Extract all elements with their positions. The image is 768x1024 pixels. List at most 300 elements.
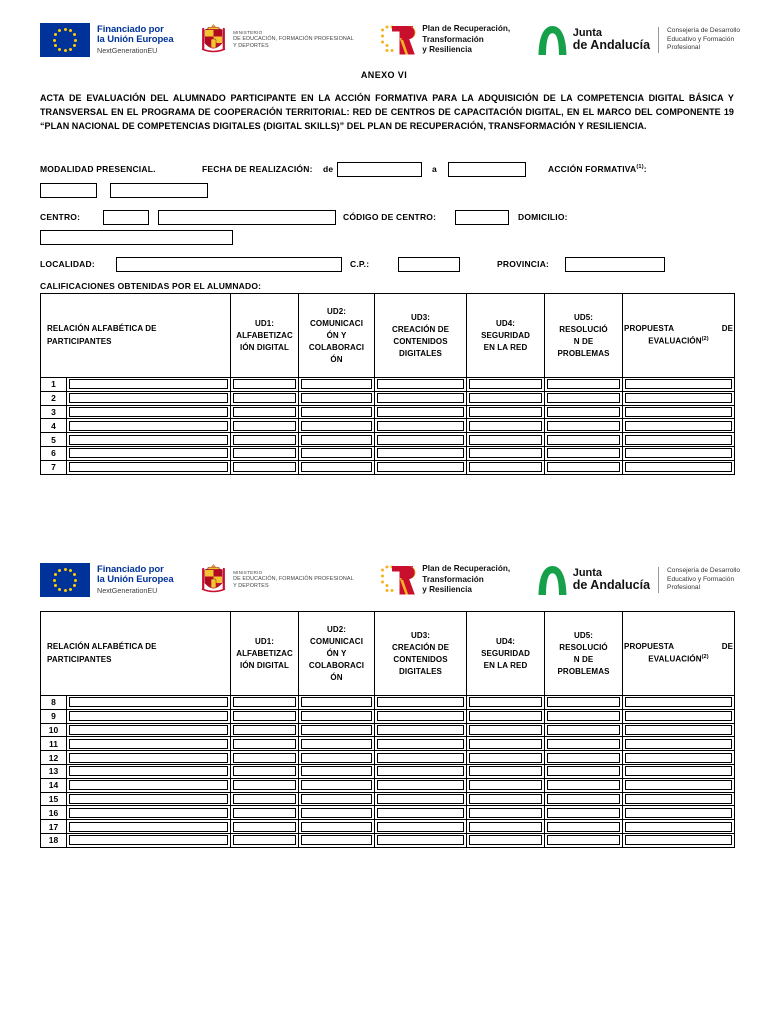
consejeria-text-2 (658, 567, 740, 594)
ud4-grade-input[interactable] (469, 421, 542, 431)
propuesta-evaluacion-input[interactable] (625, 794, 732, 804)
ud3-grade-input[interactable] (377, 794, 464, 804)
col-header-participantes-2 (41, 612, 231, 696)
ud1-grade-input[interactable] (233, 766, 296, 776)
ud5-grade-cell (545, 778, 623, 792)
ud4-grade-input[interactable] (469, 462, 542, 472)
table-row (41, 405, 735, 419)
ud2-grade-input[interactable] (301, 725, 372, 735)
ud2-grade-cell (299, 723, 375, 737)
table-row (41, 737, 735, 751)
grades-table-part1 (40, 293, 735, 475)
ud3-grade-input[interactable] (377, 711, 464, 721)
ud5-grade-cell (545, 378, 623, 392)
ud4-grade-input[interactable] (469, 808, 542, 818)
participant-name-input[interactable] (69, 711, 228, 721)
col-header-ud2-l3: ÓN Y (326, 330, 347, 340)
table-row (41, 778, 735, 792)
ud5-grade-input[interactable] (547, 407, 620, 417)
ud1-grade-cell (231, 446, 299, 460)
ud2-grade-input[interactable] (301, 780, 372, 790)
ud3-grade-input[interactable] (377, 822, 464, 832)
plan-recuperacion-logo-2 (380, 564, 510, 597)
ud3-grade-input[interactable] (377, 780, 464, 790)
row-number-cell: 17 (41, 820, 67, 834)
propuesta-evaluacion-input[interactable] (625, 822, 732, 832)
ud1-grade-cell (231, 460, 299, 474)
ud4-grade-input[interactable] (469, 725, 542, 735)
ud5-grade-input[interactable] (547, 794, 620, 804)
participant-name-input[interactable] (69, 407, 228, 417)
participant-name-input[interactable] (69, 835, 228, 845)
table-row (41, 723, 735, 737)
ud5-grade-input[interactable] (547, 462, 620, 472)
col-header-ud2-2-l5: ÓN (330, 672, 343, 682)
ud1-grade-input[interactable] (233, 379, 296, 389)
ud1-grade-cell (231, 723, 299, 737)
ud4-grade-cell (467, 833, 545, 847)
ud4-grade-input[interactable] (469, 448, 542, 458)
ud5-grade-input[interactable] (547, 379, 620, 389)
ud3-grade-input[interactable] (377, 448, 464, 458)
ud5-grade-cell (545, 391, 623, 405)
ud5-grade-input[interactable] (547, 725, 620, 735)
plan-line2: Transformación (422, 34, 484, 44)
row-number-cell: 4 (41, 419, 67, 433)
table-row (41, 792, 735, 806)
fecha-de-label: de (323, 164, 334, 174)
grades-header-row (41, 294, 735, 378)
propuesta-evaluacion-cell (623, 405, 735, 419)
ud3-grade-input[interactable] (377, 421, 464, 431)
eu-star-icon (54, 33, 57, 36)
plan-2-line2: Transformación (422, 574, 484, 584)
ud1-grade-input[interactable] (233, 711, 296, 721)
fecha-hasta-input[interactable] (448, 162, 526, 177)
participant-name-cell (67, 737, 231, 751)
modalidad-box-b-input[interactable] (110, 183, 208, 198)
ud4-grade-cell (467, 419, 545, 433)
ud3-grade-input[interactable] (377, 379, 464, 389)
col-header-ud5-2 (545, 612, 623, 696)
table-row (41, 764, 735, 778)
centro-label: CENTRO: (40, 212, 81, 222)
propuesta-evaluacion-input[interactable] (625, 835, 732, 845)
eu-logo-line2: la Unión Europea (97, 34, 174, 46)
ud4-grade-input[interactable] (469, 393, 542, 403)
ud3-grade-input[interactable] (377, 697, 464, 707)
eu-funding-logo (40, 23, 174, 57)
ud2-grade-input[interactable] (301, 697, 372, 707)
ud5-grade-input[interactable] (547, 448, 620, 458)
ud5-grade-input[interactable] (547, 766, 620, 776)
eu-logo-line1: Financiado por (97, 23, 164, 35)
ud5-grade-cell (545, 806, 623, 820)
propuesta-evaluacion-cell (623, 696, 735, 710)
propuesta-footnote-marker: (2) (701, 336, 709, 343)
col-header-ud5-l1: UD5: (573, 312, 594, 322)
ud4-grade-cell (467, 460, 545, 474)
propuesta-evaluacion-input[interactable] (625, 725, 732, 735)
ud2-grade-input[interactable] (301, 407, 372, 417)
ud1-grade-input[interactable] (233, 448, 296, 458)
ud1-grade-input[interactable] (233, 393, 296, 403)
ud1-grade-cell (231, 820, 299, 834)
ud2-grade-input[interactable] (301, 393, 372, 403)
ud4-grade-input[interactable] (469, 379, 542, 389)
domicilio-label: DOMICILIO: (518, 212, 568, 222)
col-header-ud2-l2: COMUNICACI (310, 318, 364, 328)
codigo-centro-input[interactable] (455, 210, 509, 225)
ud2-grade-input[interactable] (301, 462, 372, 472)
ud4-grade-input[interactable] (469, 435, 542, 445)
propuesta-footnote-marker-2: (2) (701, 654, 709, 661)
eu-star-icon (73, 33, 76, 36)
ud3-grade-input[interactable] (377, 739, 464, 749)
ud1-grade-cell (231, 405, 299, 419)
ud2-grade-input[interactable] (301, 448, 372, 458)
ud4-grade-input[interactable] (469, 780, 542, 790)
ud3-grade-input[interactable] (377, 435, 464, 445)
participant-name-input[interactable] (69, 780, 228, 790)
junta-arch-icon-2 (537, 565, 568, 596)
ud3-grade-cell (375, 696, 467, 710)
col-header-participantes-l2: PARTICIPANTES (47, 336, 112, 346)
ud4-grade-input[interactable] (469, 794, 542, 804)
ud4-grade-input[interactable] (469, 753, 542, 763)
form-row-modalidad (40, 162, 740, 181)
accion-formativa-colon: : (643, 164, 647, 174)
ud2-grade-cell (299, 778, 375, 792)
ud3-grade-cell (375, 378, 467, 392)
ud5-grade-input[interactable] (547, 421, 620, 431)
ud4-grade-cell (467, 806, 545, 820)
ud3-grade-input[interactable] (377, 393, 464, 403)
participant-name-input[interactable] (69, 725, 228, 735)
participant-name-input[interactable] (69, 379, 228, 389)
participant-name-input[interactable] (69, 421, 228, 431)
ud3-grade-cell (375, 391, 467, 405)
ud3-grade-cell (375, 709, 467, 723)
ud2-grade-input[interactable] (301, 808, 372, 818)
logo-band-top (40, 18, 740, 62)
ud5-grade-cell (545, 792, 623, 806)
localidad-input[interactable] (116, 257, 342, 272)
ud2-grade-cell (299, 433, 375, 447)
col-header-propuesta-2-l2-text: EVALUACIÓN (648, 654, 702, 664)
plan-2-line1: Plan de Recuperación, (422, 564, 511, 574)
ud1-grade-input[interactable] (233, 780, 296, 790)
eu-flag-icon-2 (40, 563, 90, 597)
ud5-grade-input[interactable] (547, 739, 620, 749)
participant-name-input[interactable] (69, 822, 228, 832)
ud2-grade-input[interactable] (301, 766, 372, 776)
form-row-domicilio (40, 229, 740, 249)
col-header-propuesta-l2-text: EVALUACIÓN (648, 336, 702, 346)
ud2-grade-input[interactable] (301, 794, 372, 804)
col-header-ud2 (299, 294, 375, 378)
ud5-grade-cell (545, 446, 623, 460)
grades-section-label: CALIFICACIONES OBTENIDAS POR EL ALUMNADO: (40, 281, 262, 291)
ud5-grade-input[interactable] (547, 711, 620, 721)
ud5-grade-input[interactable] (547, 435, 620, 445)
row-number-cell: 12 (41, 751, 67, 765)
eu-star-icon (69, 29, 72, 32)
fecha-desde-input[interactable] (337, 162, 422, 177)
ud2-grade-cell (299, 764, 375, 778)
propuesta-evaluacion-cell (623, 433, 735, 447)
ud1-grade-cell (231, 764, 299, 778)
propuesta-evaluacion-cell (623, 723, 735, 737)
ud1-grade-input[interactable] (233, 462, 296, 472)
junta-arch-icon (537, 25, 568, 56)
propuesta-evaluacion-cell (623, 764, 735, 778)
ud1-grade-input[interactable] (233, 753, 296, 763)
ud4-grade-input[interactable] (469, 766, 542, 776)
ministerio-logo (200, 23, 354, 57)
col-header-ud5-l4: PROBLEMAS (557, 348, 610, 358)
col-header-ud1-2-l2: ALFABETIZAC (236, 648, 293, 658)
ud3-grade-cell (375, 433, 467, 447)
col-header-ud2-2-l1: UD2: (326, 624, 347, 634)
row-number-cell: 7 (41, 460, 67, 474)
row-number-cell: 15 (41, 792, 67, 806)
ud2-grade-input[interactable] (301, 421, 372, 431)
row-number-cell: 6 (41, 446, 67, 460)
col-header-ud1-l3: IÓN DIGITAL (240, 342, 289, 352)
ud5-grade-cell (545, 737, 623, 751)
ud1-grade-input[interactable] (233, 407, 296, 417)
table-row (41, 446, 735, 460)
col-header-ud2-2-l3: ÓN Y (326, 648, 347, 658)
participant-name-input[interactable] (69, 462, 228, 472)
participant-name-cell (67, 833, 231, 847)
propuesta-evaluacion-cell (623, 751, 735, 765)
page-title: ACTA DE EVALUACIÓN DEL ALUMNADO PARTICIPANTE EN LA ACCIÓN FORMATIVA PARA LA ADQUISICIÓN DE LA COMPETENCIA DIGITAL BÁSICA Y TRANSVERSAL EN EL PROGRAMA DE COOPERACIÓN TERRITORIAL: RED DE CENTROS DE CAPACITACIÓN DIGITAL, EN EL MARCO DEL COMPONENTE 19 “PLAN NACIONAL DE COMPETENCIAS DIGITALES (DIGITAL SKILLS)” DEL PLAN DE RECUPERACIÓN, TRANSFORMACIÓN Y RESILIENCIA. (40, 93, 734, 131)
row-number-cell: 10 (41, 723, 67, 737)
ud1-grade-input[interactable] (233, 794, 296, 804)
ud5-grade-cell (545, 696, 623, 710)
cp-input[interactable] (398, 257, 460, 272)
consejeria-2-line2: Educativo y Formación (667, 575, 735, 583)
annex-label: ANEXO VI (360, 70, 408, 80)
ud2-grade-cell (299, 391, 375, 405)
ud3-grade-cell (375, 737, 467, 751)
ud4-grade-cell (467, 696, 545, 710)
junta-2-line1: Junta (572, 567, 603, 580)
ud2-grade-input[interactable] (301, 835, 372, 845)
ud1-grade-input[interactable] (233, 421, 296, 431)
ud5-grade-cell (545, 820, 623, 834)
participant-name-input[interactable] (69, 739, 228, 749)
propuesta-evaluacion-input[interactable] (625, 766, 732, 776)
consejeria-line1: Consejería de Desarrollo (667, 26, 740, 34)
ud3-grade-cell (375, 806, 467, 820)
ud3-grade-cell (375, 751, 467, 765)
participant-name-input[interactable] (69, 393, 228, 403)
ud4-grade-input[interactable] (469, 711, 542, 721)
propuesta-evaluacion-input[interactable] (625, 407, 732, 417)
ud4-grade-input[interactable] (469, 835, 542, 845)
consejeria-2-line1: Consejería de Desarrollo (667, 566, 740, 574)
propuesta-evaluacion-input[interactable] (625, 462, 732, 472)
table-row (41, 391, 735, 405)
col-header-ud1-2-l3: IÓN DIGITAL (240, 660, 289, 670)
eu-star-icon (73, 573, 76, 576)
col-header-ud5-2-l1: UD5: (573, 630, 594, 640)
col-header-participantes-l1: RELACIÓN ALFABÉTICA DE (47, 323, 157, 333)
propuesta-evaluacion-input[interactable] (625, 739, 732, 749)
participant-name-cell (67, 806, 231, 820)
ud2-grade-input[interactable] (301, 753, 372, 763)
ud5-grade-input[interactable] (547, 780, 620, 790)
ud5-grade-input[interactable] (547, 822, 620, 832)
ud2-grade-cell (299, 833, 375, 847)
eu-logo-text-2 (97, 565, 174, 595)
propuesta-evaluacion-cell (623, 391, 735, 405)
ud2-grade-input[interactable] (301, 822, 372, 832)
ud3-grade-input[interactable] (377, 462, 464, 472)
propuesta-evaluacion-input[interactable] (625, 753, 732, 763)
domicilio-input[interactable] (40, 230, 233, 245)
provincia-input[interactable] (565, 257, 665, 272)
table-row (41, 696, 735, 710)
col-header-ud3 (375, 294, 467, 378)
ud5-grade-input[interactable] (547, 835, 620, 845)
eu-flag-icon (40, 23, 90, 57)
eu-star-icon (73, 584, 76, 587)
propuesta-evaluacion-input[interactable] (625, 379, 732, 389)
propuesta-evaluacion-input[interactable] (625, 780, 732, 790)
ud3-grade-cell (375, 405, 467, 419)
ud3-grade-input[interactable] (377, 808, 464, 818)
ud1-grade-input[interactable] (233, 739, 296, 749)
grades-table-part2-body (41, 696, 735, 848)
participant-name-input[interactable] (69, 753, 228, 763)
plan-line1: Plan de Recuperación, (422, 24, 511, 34)
ud4-grade-input[interactable] (469, 822, 542, 832)
col-header-ud4-2-l3: EN LA RED (483, 660, 528, 670)
col-header-propuesta-2 (623, 612, 735, 696)
fecha-a-label: a (432, 164, 437, 174)
ud3-grade-cell (375, 460, 467, 474)
propuesta-evaluacion-input[interactable] (625, 435, 732, 445)
col-header-ud4-l1: UD4: (495, 318, 516, 328)
col-header-ud3-2 (375, 612, 467, 696)
spain-coat-of-arms-icon-2 (200, 563, 227, 597)
participant-name-input[interactable] (69, 766, 228, 776)
propuesta-evaluacion-input[interactable] (625, 421, 732, 431)
col-header-ud5-2-l2: RESOLUCIÓ (559, 642, 608, 652)
ud1-grade-input[interactable] (233, 697, 296, 707)
ud1-grade-input[interactable] (233, 822, 296, 832)
plan-recuperacion-logo (380, 24, 510, 57)
ud4-grade-cell (467, 433, 545, 447)
ud4-grade-input[interactable] (469, 739, 542, 749)
table-row (41, 433, 735, 447)
ud3-grade-input[interactable] (377, 766, 464, 776)
ud2-grade-input[interactable] (301, 711, 372, 721)
ud3-grade-input[interactable] (377, 725, 464, 735)
eu-star-icon (69, 588, 72, 591)
ud5-grade-input[interactable] (547, 393, 620, 403)
tr-monogram-icon (380, 24, 416, 57)
col-header-ud2-2 (299, 612, 375, 696)
ud3-grade-input[interactable] (377, 407, 464, 417)
propuesta-evaluacion-input[interactable] (625, 808, 732, 818)
ud2-grade-input[interactable] (301, 379, 372, 389)
consejeria-2-line3: Profesional (667, 584, 701, 592)
ud5-grade-input[interactable] (547, 697, 620, 707)
ud2-grade-input[interactable] (301, 435, 372, 445)
propuesta-evaluacion-input[interactable] (625, 393, 732, 403)
participant-name-input[interactable] (69, 448, 228, 458)
eu-star-icon (64, 589, 67, 592)
participant-name-cell (67, 792, 231, 806)
eu-star-icon (58, 48, 61, 51)
table-row (41, 833, 735, 847)
ud5-grade-input[interactable] (547, 808, 620, 818)
ud3-grade-cell (375, 764, 467, 778)
col-header-ud4 (467, 294, 545, 378)
participant-name-input[interactable] (69, 808, 228, 818)
eu-star-icon (74, 39, 77, 42)
propuesta-evaluacion-input[interactable] (625, 711, 732, 721)
participant-name-input[interactable] (69, 435, 228, 445)
ud2-grade-cell (299, 460, 375, 474)
col-header-ud3-l1: UD3: (410, 312, 431, 322)
participant-name-input[interactable] (69, 794, 228, 804)
ud4-grade-input[interactable] (469, 697, 542, 707)
ud5-grade-cell (545, 723, 623, 737)
centro-codigo-input[interactable] (103, 210, 149, 225)
ud2-grade-input[interactable] (301, 739, 372, 749)
participant-name-cell (67, 778, 231, 792)
ud1-grade-input[interactable] (233, 808, 296, 818)
eu-logo-line3: NextGenerationEU (97, 46, 158, 56)
participant-name-input[interactable] (69, 697, 228, 707)
propuesta-evaluacion-input[interactable] (625, 448, 732, 458)
eu-funding-logo-2 (40, 563, 174, 597)
modalidad-box-a-input[interactable] (40, 183, 97, 198)
junta-andalucia-logo-2 (537, 565, 740, 596)
grades-table-part2 (40, 611, 735, 848)
propuesta-evaluacion-input[interactable] (625, 697, 732, 707)
ud1-grade-input[interactable] (233, 435, 296, 445)
col-header-ud4-2 (467, 612, 545, 696)
eu-star-icon (64, 28, 67, 31)
ud1-grade-input[interactable] (233, 835, 296, 845)
ministerio-line0: MINISTERIO (233, 29, 263, 35)
ud3-grade-cell (375, 723, 467, 737)
col-header-ud2-2-l4: COLABORACI (308, 660, 365, 670)
participant-name-cell (67, 391, 231, 405)
eu-star-icon (54, 573, 57, 576)
consejeria-text (658, 27, 740, 54)
ud3-grade-input[interactable] (377, 835, 464, 845)
centro-nombre-input[interactable] (158, 210, 336, 225)
junta-2-line2: de Andalucía (572, 578, 651, 593)
grades-table-part1-body (41, 378, 735, 475)
ud1-grade-input[interactable] (233, 725, 296, 735)
propuesta-evaluacion-cell (623, 709, 735, 723)
ud2-grade-cell (299, 405, 375, 419)
ud5-grade-input[interactable] (547, 753, 620, 763)
eu-logo-2-line1: Financiado por (97, 563, 164, 575)
ud3-grade-input[interactable] (377, 753, 464, 763)
ud4-grade-input[interactable] (469, 407, 542, 417)
ud4-grade-cell (467, 764, 545, 778)
